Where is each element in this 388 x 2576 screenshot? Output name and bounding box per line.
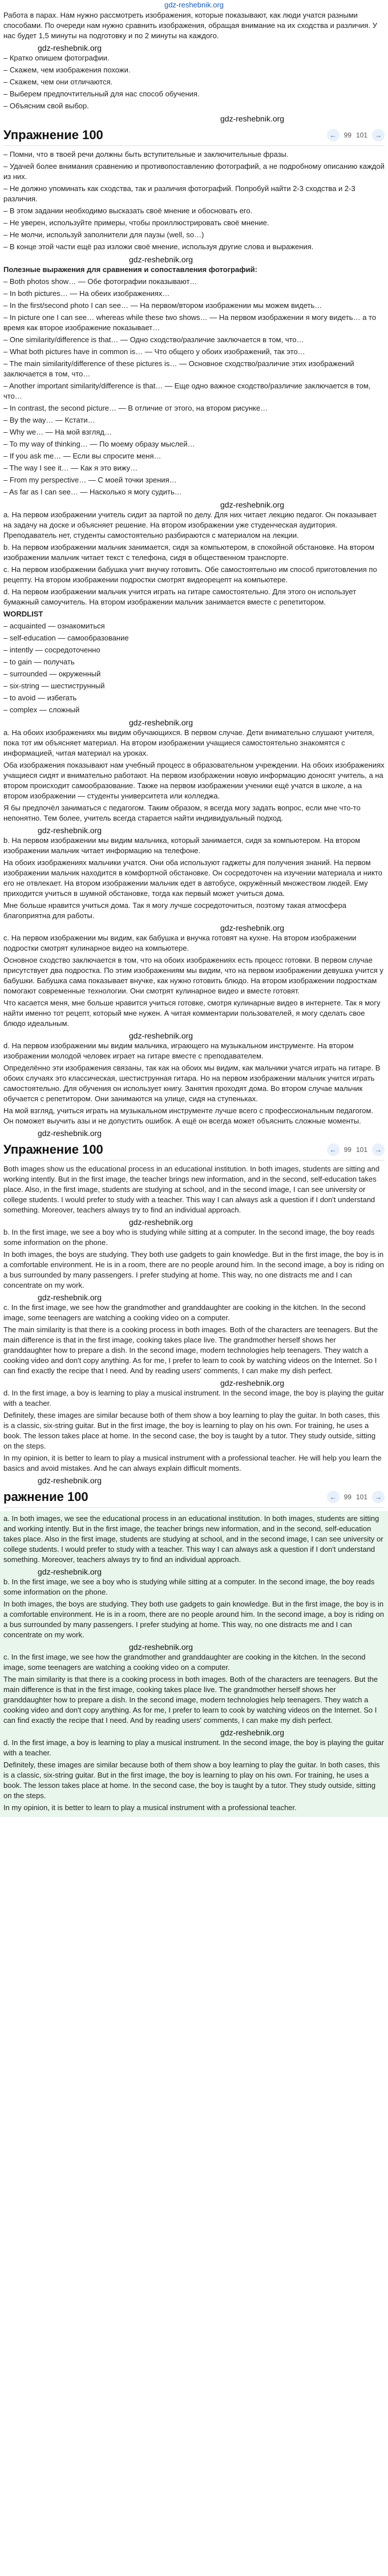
exercise-nav <box>327 1491 385 1503</box>
essay-paragraph: d. На первом изображении мы видим мальчика, играющего на музыкальном инструменте. На втором изображении молодой человек играет на гитаре вместе с преподавателем. <box>3 1041 354 1060</box>
list-item: – to gain — получать <box>3 657 385 667</box>
list-item: – surrounded — окруженный <box>3 669 385 679</box>
essay-paragraph: d. In the first image, a boy is learning to play a musical instrument. In the second image, the boy is playing the guitar with a teacher. <box>3 1389 384 1407</box>
watermark: gdz-reshebnik.org <box>38 1293 102 1302</box>
list-item: – In the first/second photo I can see… — На первом/втором изображении мы можем видеть… <box>3 301 385 311</box>
essay-paragraph: Я бы предпочёл заниматься с педагогом. Таким образом, я всегда могу задать вопрос, если мне что-то непонятно. Тем более, учитель всегда старается найти индивидуальный подход. <box>3 804 361 822</box>
exercise-title: Упражнение 100 <box>3 128 103 142</box>
essay-paragraph: Both images show us the educational process in an educational institution. In both images, students are sitting and working intently. But in the first image, the teacher brings new information, and in the second, self-education takes place. Also, in the first image, students are studying at school, and in the second image, I can see university or college students. I would prefer to study with a teacher. This way I can always ask a question if I don't understand something. Moreover, teachers always try to find an individual approach. <box>3 1165 380 1214</box>
next-arrow-icon[interactable]: → <box>372 1491 385 1503</box>
essay-paragraph: c. На первом изображении мы видим, как бабушка и внучка готовят на кухне. На втором изображении подростки смотрят кулинарное видео на компьютере. <box>3 934 357 952</box>
essay-paragraph: b. На первом изображении мы видим мальчика, который занимается, сидя за компьютером. На втором изображении мальчик читает информацию на телефоне. <box>3 836 361 855</box>
essay-paragraph: In my opinion, it is better to learn to play a musical instrument with a professional teacher. <box>3 1803 297 1812</box>
intro-bullets <box>3 53 385 111</box>
list-item: – Выберем предпочтительный для нас способ обучения. <box>3 89 385 99</box>
list-item: – Не уверен, используйте примеры, чтобы проиллюстрировать своё мнение. <box>3 218 385 228</box>
prev-arrow-icon[interactable]: ← <box>327 1143 340 1156</box>
answers-block <box>3 510 385 607</box>
watermark: gdz-reshebnik.org <box>129 1218 193 1227</box>
list-item: – To my way of thinking… — По моему образу мыслей… <box>3 439 385 449</box>
essay-paragraph: Что касается меня, мне больше нравится учиться готовке, смотря кулинарные видео в интернете. Так я могу найти именно тот рецепт, который мне нужен. А читая комментарии пользователей, я могу сделать свое блюдо идеальным. <box>3 999 381 1028</box>
essay-paragraph: b. In the first image, we see a boy who is studying while sitting at a computer. In the second image, the boy reads some information on the phone. <box>3 1577 375 1596</box>
next-page-link[interactable]: 101 <box>355 1146 367 1154</box>
prev-arrow-icon[interactable]: ← <box>327 129 340 141</box>
list-item: – В этом задании необходимо высказать своё мнение и обосновать его. <box>3 206 385 216</box>
list-item: – acquainted — ознакомиться <box>3 621 385 631</box>
exercise-nav <box>327 129 385 141</box>
watermark: gdz-reshebnik.org <box>129 1642 193 1652</box>
watermark: gdz-reshebnik.org <box>220 923 285 932</box>
phrases-list <box>3 277 385 497</box>
next-page-link[interactable]: 101 <box>355 1493 367 1501</box>
list-item: – Удачей более внимания сравнению и противопоставлению фотографий, а не подробному описанию каждой из них. <box>3 161 385 182</box>
tips-list <box>3 149 385 252</box>
list-item: – What both pictures have in common is… — Что общего у обоих изображений, так это… <box>3 347 385 357</box>
list-item: – intently — сосредоточенно <box>3 645 385 655</box>
answer-paragraph: d. На первом изображении мальчик учится играть на гитаре самостоятельно. Для этого он использует бумажный самоучитель. На втором изображении мальчик занимается вместе с репетитором. <box>3 587 357 606</box>
list-item: – One similarity/difference is that… — Одно сходство/различие заключается в том, что… <box>3 335 385 345</box>
essay-paragraph: a. In both images, we see the educational process in an educational institution. In both images, students are sitting and working intently. But in the first image, the teacher brings new information, and in the second, self-education takes place. Also in the first image, students are studying at school, and in the second image, I can see university or college students. I would prefer to study with a teacher. This way I can always ask a question if I don't understand something. Moreover, teachers always try to find an individual approach. <box>3 1514 383 1564</box>
essay-paragraph: На мой взгляд, учиться играть на музыкальном инструменте лучше всего с профессиональным педагогом. Он поможет выучить азы и не допустить ошибок. А ещё он всегда может объяснить сложные моменты. <box>3 1106 374 1125</box>
essay-paragraph: Основное сходство заключается в том, что на обоих изображениях есть процесс готовки. В первом случае присутствует два подростка. По этим изображениям мы видим, что на первом изображении девушка учится у бабушки. Бабушка сама показывает внучке, как нужно готовить блюдо. На втором изображении подросткам помогают современные технологии. Они смотрят кулинарное видео и вместе готовят. <box>3 956 383 995</box>
list-item: – Скажем, чем изображения похожи. <box>3 65 385 75</box>
essay-paragraph: c. In the first image, we see how the grandmother and granddaughter are cooking in the kitchen. In the second image, some teenagers are watching a cooking video on a computer. <box>3 1653 366 1672</box>
essay-paragraph: The main similarity is that there is a cooking process in both images. Both of the characters are teenagers. But the main difference is that in the first image, cooking takes place live. The grandmother herself shows her granddaughter how to prepare a dish. In the second image, modern technologies help teenagers. They watch a cooking video and don't copy anything. As for me, I prefer to learn to cook by watching videos on the Internet. So I can find exactly the recipe that I need. And by reading users' comments, I can make my dish perfect. <box>3 1675 378 1725</box>
list-item: – six-string — шестиструнный <box>3 681 385 691</box>
exercise-title: ражнение 100 <box>3 1490 88 1504</box>
list-item: – В конце этой части ещё раз изложи своё мнение, используя другие слова и выражения. <box>3 242 385 252</box>
essay-paragraph: c. In the first image, we see how the grandmother and granddaughter are cooking in the kitchen. In the second image, some teenagers are watching a cooking video on a computer. <box>3 1303 366 1322</box>
site-header-link[interactable]: gdz-reshebnik.org <box>164 1 224 9</box>
list-item: – Скажем, чем они отличаются. <box>3 77 385 87</box>
list-item: – From my perspective… — С моей точки зрения… <box>3 475 385 485</box>
watermark: gdz-reshebnik.org <box>38 1476 102 1485</box>
essay-paragraph: Оба изображения показывают нам учебный процесс в образовательном учреждении. На обоих изображениях учащиеся сидят и внимательно работают. На первом изображении новую информацию доносят учитель, а на втором происходит самообразование. Также на первом изображении ученики ещё учатся в школе, а на втором изображении — студенты университета или колледжа. <box>3 761 385 800</box>
exercise-nav <box>327 1143 385 1156</box>
list-item: – Не молчи, используй заполнители для паузы (well, so…) <box>3 230 385 240</box>
next-page-link[interactable]: 101 <box>355 131 367 139</box>
list-item: – The way I see it… — Как я это вижу… <box>3 463 385 473</box>
essay-paragraph: Определённо эти изображения связаны, так как на обоих мы видим, как мальчики учатся играть на гитаре. В обоих случаях это классическая, шестиструнная гитара. Но на первом изображении мальчик учится играть самостоятельно. Для обучения он использует книгу. Занятия проходят дома. Во втором случае мальчик обучается с репетитором. Они занимаются на улице, сидя на ступеньках. <box>3 1064 381 1103</box>
phrases-title: Полезные выражения для сравнения и сопоставления фотографий: <box>3 265 257 274</box>
watermark: gdz-reshebnik.org <box>38 1567 102 1576</box>
list-item: – The main similarity/difference of these pictures is… — Основное сходство/различие этих изображений заключается в том, что… <box>3 359 385 379</box>
list-item: – In picture one I can see… whereas while these two shows… — На первом изображении я могу видеть… а то время как второе изображение показывает… <box>3 313 385 333</box>
next-arrow-icon[interactable]: → <box>372 1143 385 1156</box>
list-item: – to avoid — избегать <box>3 693 385 703</box>
list-item: – self-education — самообразование <box>3 633 385 643</box>
prev-page-link[interactable]: 99 <box>343 131 351 139</box>
list-item: – Не должно упоминать как сходства, так и различия фотографий. Попробуй найти 2-3 сходства и 2-3 различия. <box>3 184 385 204</box>
list-item: – Помни, что в твоей речи должны быть вступительные и заключительные фразы. <box>3 149 385 160</box>
list-item: – In both pictures… — На обеих изображениях… <box>3 289 385 299</box>
watermark: gdz-reshebnik.org <box>220 500 285 509</box>
watermark: gdz-reshebnik.org <box>220 114 285 123</box>
exercise-header <box>3 1142 385 1161</box>
watermark: gdz-reshebnik.org <box>220 1378 285 1388</box>
list-item: – Another important similarity/difference is that… — Еще одно важное сходство/различие заключается в том, что… <box>3 381 385 401</box>
watermark: gdz-reshebnik.org <box>38 43 102 52</box>
answer-paragraph: b. На первом изображении мальчик занимается, сидя за компьютером, в спокойной обстановке. На втором изображении мальчик читает текст с телефона, сидя в общественном транспорте. <box>3 543 374 562</box>
highlighted-essays-block <box>0 1511 388 1817</box>
essay-paragraph: На обоих изображениях мальчики учатся. Они оба используют гаджеты для получения знаний. На первом изображении мальчик находится в комфортной обстановке. Он сосредоточен на изучении материала и никто его не отвлекает. На втором изображении мальчик едет в автобусе, окружённый множеством людей. Ему приходится учиться в шумной обстановке, тогда как первый может учиться дома. <box>3 858 382 898</box>
watermark: gdz-reshebnik.org <box>220 1728 285 1737</box>
list-item: – Why we… — На мой взгляд… <box>3 427 385 437</box>
watermark: gdz-reshebnik.org <box>129 718 193 727</box>
intro-paragraph: Работа в парах. Нам нужно рассмотреть изображения, которые показывают, как люди учатся разными способами. По очереди нам нужно сравнить изображения, обращая внимание на их сходства и различия. У нас будет 1,5 минуты на подготовку и по 2 минуты на каждого. <box>3 11 377 40</box>
exercise-header <box>3 1489 385 1508</box>
essay-paragraph: The main similarity is that there is a cooking process in both images. Both of the characters are teenagers. But the main difference is that in the first image, cooking takes place live. The grandmother herself shows her granddaughter how to prepare a dish. In the second image, modern technologies help teenagers. They watch a cooking video and don't copy anything. As for me, I prefer to learn to cook by watching videos on the Internet. So I can find exactly the recipe that I need. And by reading users' comments, I can make my dish perfect. <box>3 1325 378 1375</box>
list-item: – If you ask me… — Если вы спросите меня… <box>3 451 385 461</box>
prev-page-link[interactable]: 99 <box>343 1146 351 1154</box>
essay-paragraph: In both images, the boys are studying. They both use gadgets to gain knowledge. But in the first image, the boy is in a comfortable environment. He is in a room, there are no people around him. In the second image, a boy is riding on a bus surrounded by many passengers. I prefer studying at home. This way, no one distracts me and I can concentrate on my work. <box>3 1600 384 1639</box>
essay-paragraph: In both images, the boys are studying. They both use gadgets to gain knowledge. But in the first image, the boy is in a comfortable environment. He is in a room, there are no people around him. In the second image, a boy is riding on a bus surrounded by many passengers. I prefer studying at home. This way, no one distracts me and I can concentrate on my work. <box>3 1250 384 1289</box>
essay-paragraph: In my opinion, it is better to learn to play a musical instrument with a professional teacher. He will help you learn the basics and avoid mistakes. And he can always explain difficult moments. <box>3 1454 382 1472</box>
next-arrow-icon[interactable]: → <box>372 129 385 141</box>
essay-paragraph: d. In the first image, a boy is learning to play a musical instrument. In the second image, the boy is playing the guitar with a teacher. <box>3 1738 384 1757</box>
watermark: gdz-reshebnik.org <box>129 255 193 264</box>
list-item: – Кратко опишем фотографии. <box>3 53 385 63</box>
list-item: – complex — сложный <box>3 705 385 715</box>
vocab-list <box>3 621 385 715</box>
essay-paragraph: b. In the first image, we see a boy who is studying while sitting at a computer. In the second image, the boy reads some information on the phone. <box>3 1228 375 1247</box>
watermark: gdz-reshebnik.org <box>38 1129 102 1138</box>
list-item: – Both photos show… — Обе фотографии показывают… <box>3 277 385 287</box>
watermark: gdz-reshebnik.org <box>129 1031 193 1040</box>
answer-paragraph: a. На первом изображении учитель сидит за партой по делу. Для них читает лекцию педагог. Он показывает на задачу на доске и объясняет решение. На втором изображении уже студенческая аудитория. Преподаватель нет, студенты самостоятельно разбираются с материалом на лекции. <box>3 510 377 539</box>
list-item: – Объясним свой выбор. <box>3 101 385 111</box>
essay-paragraph: Definitely, these images are similar because both of them show a boy learning to play the guitar. In both cases, this is a classic, six-string guitar. But in the first image, the boy is learning to play on his own. For training, he uses a book. The lesson takes place at home. In the second case, the boy is taught by a tutor. They study outside, sitting on the steps. <box>3 1411 380 1450</box>
prev-arrow-icon[interactable]: ← <box>327 1491 340 1503</box>
vocab-title: WORDLIST <box>3 610 43 618</box>
essays-ru-block <box>3 728 385 1126</box>
list-item: – By the way… — Кстати… <box>3 415 385 425</box>
essay-paragraph: Мне больше нравится учиться дома. Так я могу лучше сосредоточиться, поэтому такая атмосфера благоприятна для работы. <box>3 901 346 920</box>
exercise-title: Упражнение 100 <box>3 1142 103 1157</box>
essays-en-block <box>3 1164 385 1474</box>
exercise-header <box>3 127 385 146</box>
prev-page-link[interactable]: 99 <box>343 1493 351 1501</box>
watermark: gdz-reshebnik.org <box>38 826 102 835</box>
list-item: – As far as I can see… — Насколько я могу судить… <box>3 487 385 497</box>
answer-paragraph: c. На первом изображении бабушка учит внучку готовить. Обе самостоятельно им способ приготовления по рецепту. На втором изображении подростки смотрят видеорецепт на компьютере. <box>3 565 377 584</box>
list-item: – In contrast, the second picture… — В отличие от этого, на втором рисунке… <box>3 403 385 413</box>
essay-paragraph: Definitely, these images are similar because both of them show a boy learning to play the guitar. In both cases, this is a classic, six-string guitar. But in the first image, the boy is learning to play on his own. For training, he uses a book. The lesson takes place at home. In the second case, the boy is taught by a tutor. They study outside, sitting on the steps. <box>3 1760 380 1800</box>
essay-paragraph: a. На обоих изображениях мы видим обучающихся. В первом случае. Дети внимательно слушают учителя, пока тот им объясняет материал. На втором изображении учащиеся самостоятельно знакомятся с информацией, читая материал на уроках. <box>3 728 374 757</box>
